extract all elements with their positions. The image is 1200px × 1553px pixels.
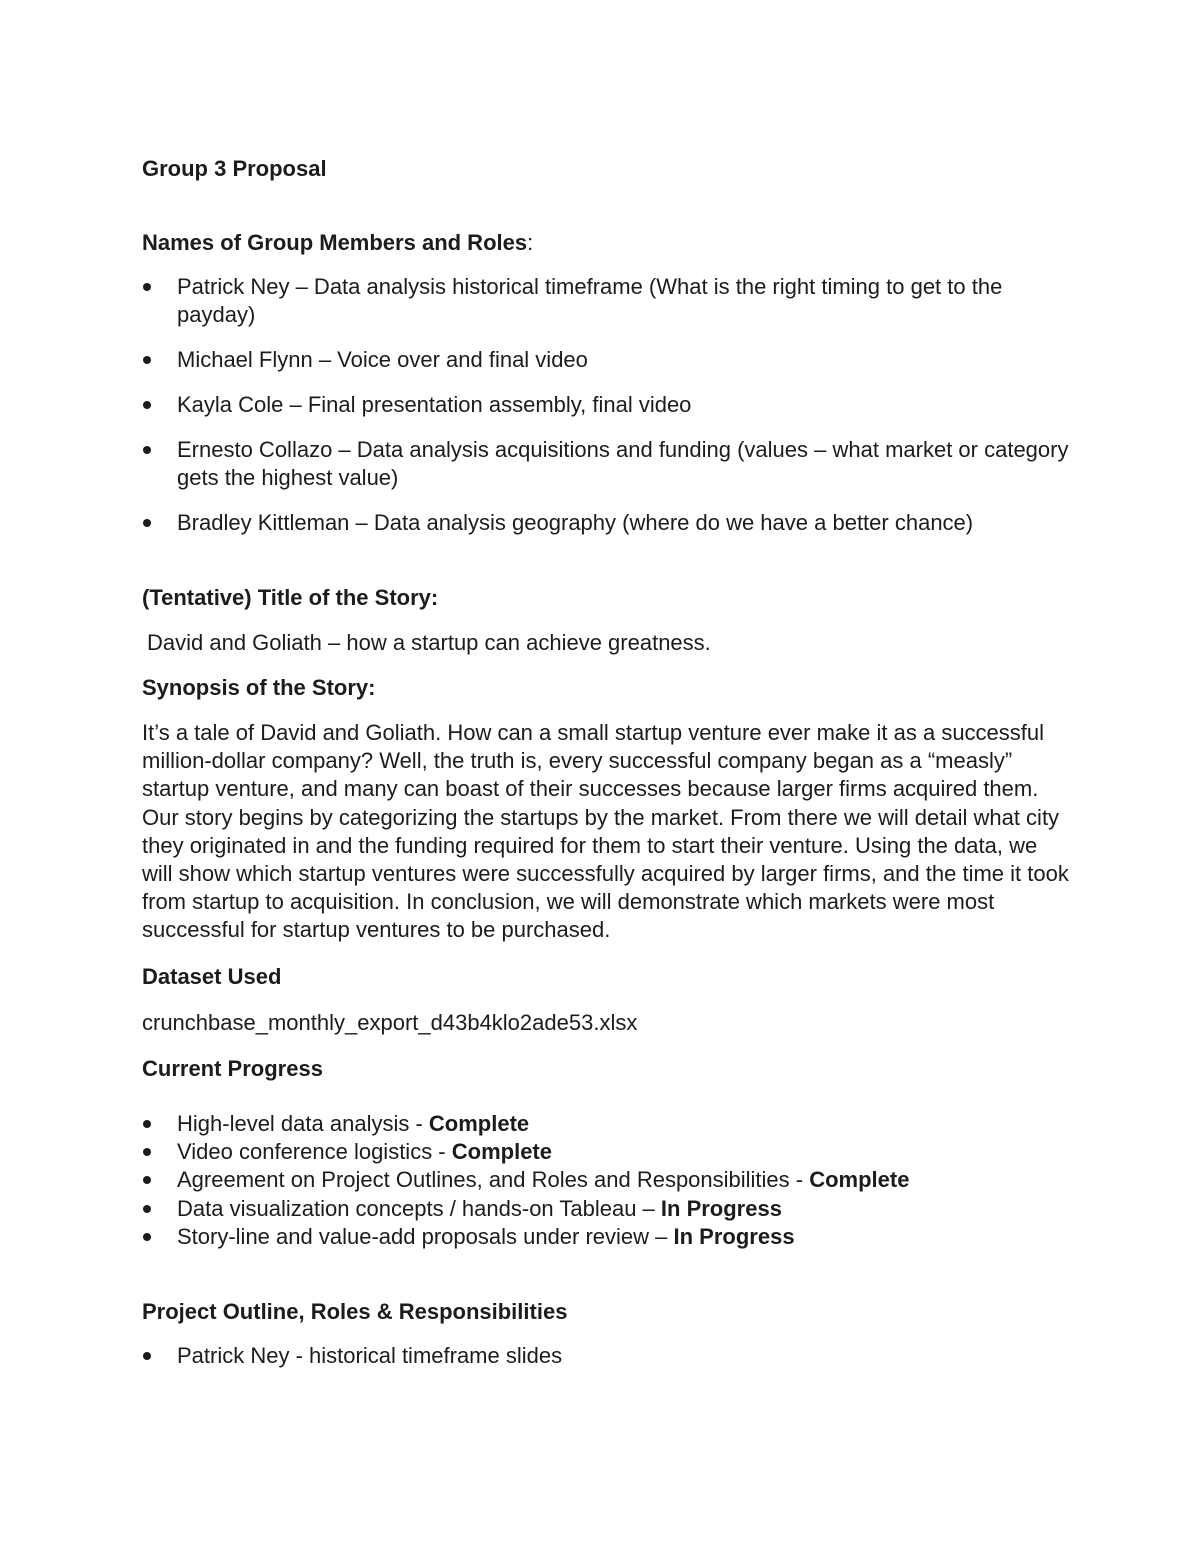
progress-status: Complete — [809, 1167, 910, 1193]
progress-task: High-level data analysis - — [177, 1110, 429, 1136]
progress-task: Agreement on Project Outlines, and Roles and Responsibilities - — [177, 1167, 810, 1193]
bullet-icon — [143, 401, 151, 409]
bullet-icon — [143, 1176, 151, 1184]
progress-status: Complete — [428, 1110, 530, 1136]
bullet-icon — [143, 283, 151, 291]
bullet-icon — [143, 1205, 151, 1213]
list-item — [142, 1166, 1072, 1194]
story-title: David and Goliath – how a startup can achieve greatness. — [147, 630, 711, 655]
list-item — [142, 1110, 1072, 1138]
progress-heading: Current Progress — [142, 1055, 323, 1081]
bullet-icon — [143, 1148, 151, 1156]
list-item — [142, 1195, 1072, 1223]
member-text: Ernesto Collazo – Data analysis acquisitions and funding (values – what market or category gets the highest value) — [177, 437, 1069, 490]
progress-task: Data visualization concepts / hands-on Tableau – — [177, 1195, 661, 1221]
progress-status: In Progress — [673, 1223, 795, 1249]
outline-text: Patrick Ney - historical timeframe slides — [177, 1342, 563, 1368]
story-title-heading: (Tentative) Title of the Story: — [142, 585, 439, 610]
bullet-icon — [143, 446, 151, 454]
progress-status: In Progress — [660, 1195, 782, 1221]
list-item — [142, 1138, 1072, 1166]
member-text: Kayla Cole – Final presentation assembly, final video — [177, 392, 692, 417]
progress-task: Video conference logistics - — [177, 1138, 452, 1164]
progress-task: Story-line and value-add proposals under review – — [177, 1223, 674, 1249]
list-item — [142, 273, 1072, 329]
list-item — [142, 1223, 1072, 1251]
progress-status: Complete — [451, 1138, 552, 1164]
members-heading — [142, 229, 1072, 257]
bullet-icon — [143, 519, 151, 527]
bullet-icon — [143, 1120, 151, 1128]
members-heading-colon: : — [527, 230, 534, 255]
bullet-icon — [143, 1352, 151, 1360]
members-list — [142, 273, 1072, 537]
bullet-icon — [143, 356, 151, 364]
synopsis-paragraph: It’s a tale of David and Goliath. How can a small startup venture ever make it as a successful million-dollar company? Well, the truth is, every successful company began as a “measly” startup venture, and many can boast of their successes because larger firms acquired them. Our story begins by categorizing the startups by the market. From there we will detail what city they originated in and the funding required for them to start their venture. Using the data, we will show which startup ventures were successfully acquired by larger firms, and the time it took from startup to acquisition. In conclusion, we will demonstrate which markets were most successful for startup ventures to be purchased. — [142, 720, 1069, 943]
outline-list — [142, 1342, 1072, 1370]
bullet-icon — [143, 1233, 151, 1241]
member-text: Bradley Kittleman – Data analysis geography (where do we have a better chance) — [177, 510, 974, 535]
synopsis-heading: Synopsis of the Story: — [142, 675, 376, 700]
member-text: Michael Flynn – Voice over and final video — [177, 347, 588, 372]
document-page — [142, 155, 1072, 1370]
list-item — [142, 1342, 1072, 1370]
list-item — [142, 436, 1072, 492]
dataset-filename: crunchbase_monthly_export_d43b4klo2ade53.xlsx — [142, 1009, 638, 1035]
list-item — [142, 346, 1072, 374]
outline-heading: Project Outline, Roles & Responsibilities — [142, 1298, 568, 1324]
progress-list — [142, 1110, 1072, 1251]
dataset-heading: Dataset Used — [142, 963, 282, 989]
list-item — [142, 391, 1072, 419]
list-item — [142, 509, 1072, 537]
members-heading-text: Names of Group Members and Roles — [142, 230, 528, 255]
member-text: Patrick Ney – Data analysis historical timeframe (What is the right timing to get to the payday) — [177, 274, 1003, 327]
document-title: Group 3 Proposal — [142, 156, 327, 181]
